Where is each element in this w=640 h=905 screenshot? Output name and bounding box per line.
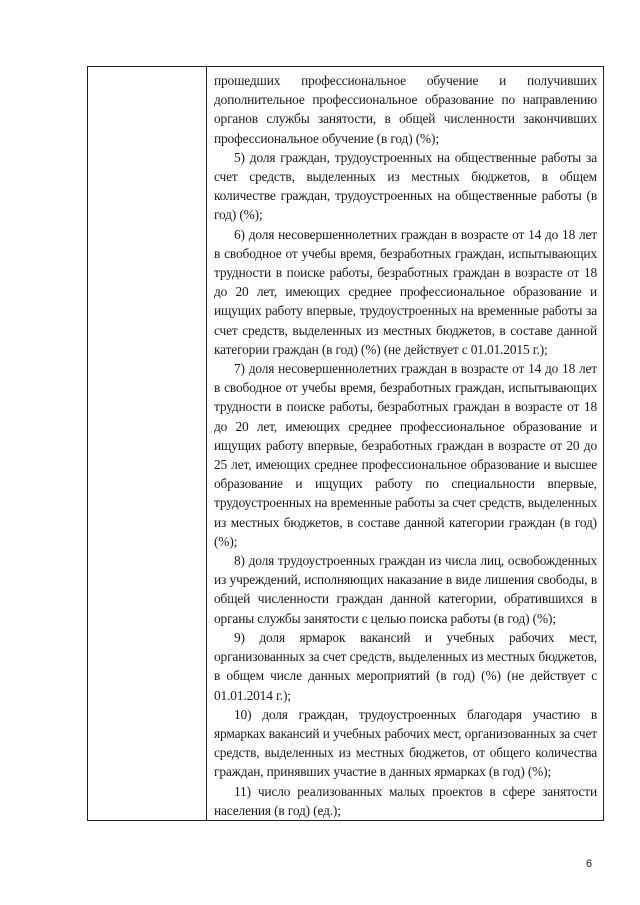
paragraph-item-11: 11) число реализованных малых проектов в сфере занятости населения (в год) (ед.);	[214, 783, 597, 818]
page-number: 6	[586, 858, 593, 870]
paragraph-item-10: 10) доля граждан, трудоустроенных благодаря участию в ярмарках вакансий и учебных рабочих мест, организованных за счет средств, выделенных из местных бюджетов, от общего количества граждан, принявших участие в данных ярмарках (в год) (%);	[214, 706, 597, 780]
paragraph-continuation: прошедших профессиональное обучение и получивших дополнительное профессиональное образование по направлению органов службы занятости, в общей численности закончивших профессиональное обучение (в год) (%);	[214, 73, 597, 146]
paragraph-item-9: 9) доля ярмарок вакансий и учебных рабочих мест, организованных за счет средств, выделенных из местных бюджетов, в общем числе данных мероприятий (в год) (%) (не действует с 01.01.2014 г.);	[214, 629, 597, 703]
table-left-cell	[88, 67, 207, 820]
paragraph-item-5: 5) доля граждан, трудоустроенных на общественные работы за счет средств, выделенных из местных бюджетов, в общем количестве граждан, трудоустроенных на общественные работы (в год) (%);	[214, 149, 597, 223]
paragraph-item-6: 6) доля несовершеннолетних граждан в возрасте от 14 до 18 лет в свободное от учебы время, безработных граждан, испытывающих трудности в поиске работы, безработных граждан в возрасте от 18 до 20 лет, имеющих среднее профессиональное образование и ищущих работу впервые, трудоустроенных на временные работы за счет средств, выделенных из местных бюджетов, в составе данной категории граждан (в год) (%) (не действует с 01.01.2015 г.);	[214, 226, 597, 357]
document-table	[87, 66, 604, 821]
paragraph-item-7: 7) доля несовершеннолетних граждан в возрасте от 14 до 18 лет в свободное от учебы время, безработных граждан, испытывающих трудности в поиске работы, безработных граждан в возрасте от 18 до 20 лет, имеющих среднее профессиональное образование и ищущих работу впервые, безработных граждан в возрасте от 20 до 25 лет, имеющих среднее профессиональное образование и высшее образование и ищущих работу по специальности впервые, трудоустроенных на временные работы за счет средств, выделенных из местных бюджетов, в составе данной категории граждан (в год) (%);	[214, 361, 597, 549]
table-right-cell	[207, 67, 603, 820]
paragraph-item-8: 8) доля трудоустроенных граждан из числа лиц, освобожденных из учреждений, исполняющих наказание в виде лишения свободы, в общей численности граждан данной категории, обратившихся в органы службы занятости с целью поиска работы (в год) (%);	[214, 553, 597, 626]
